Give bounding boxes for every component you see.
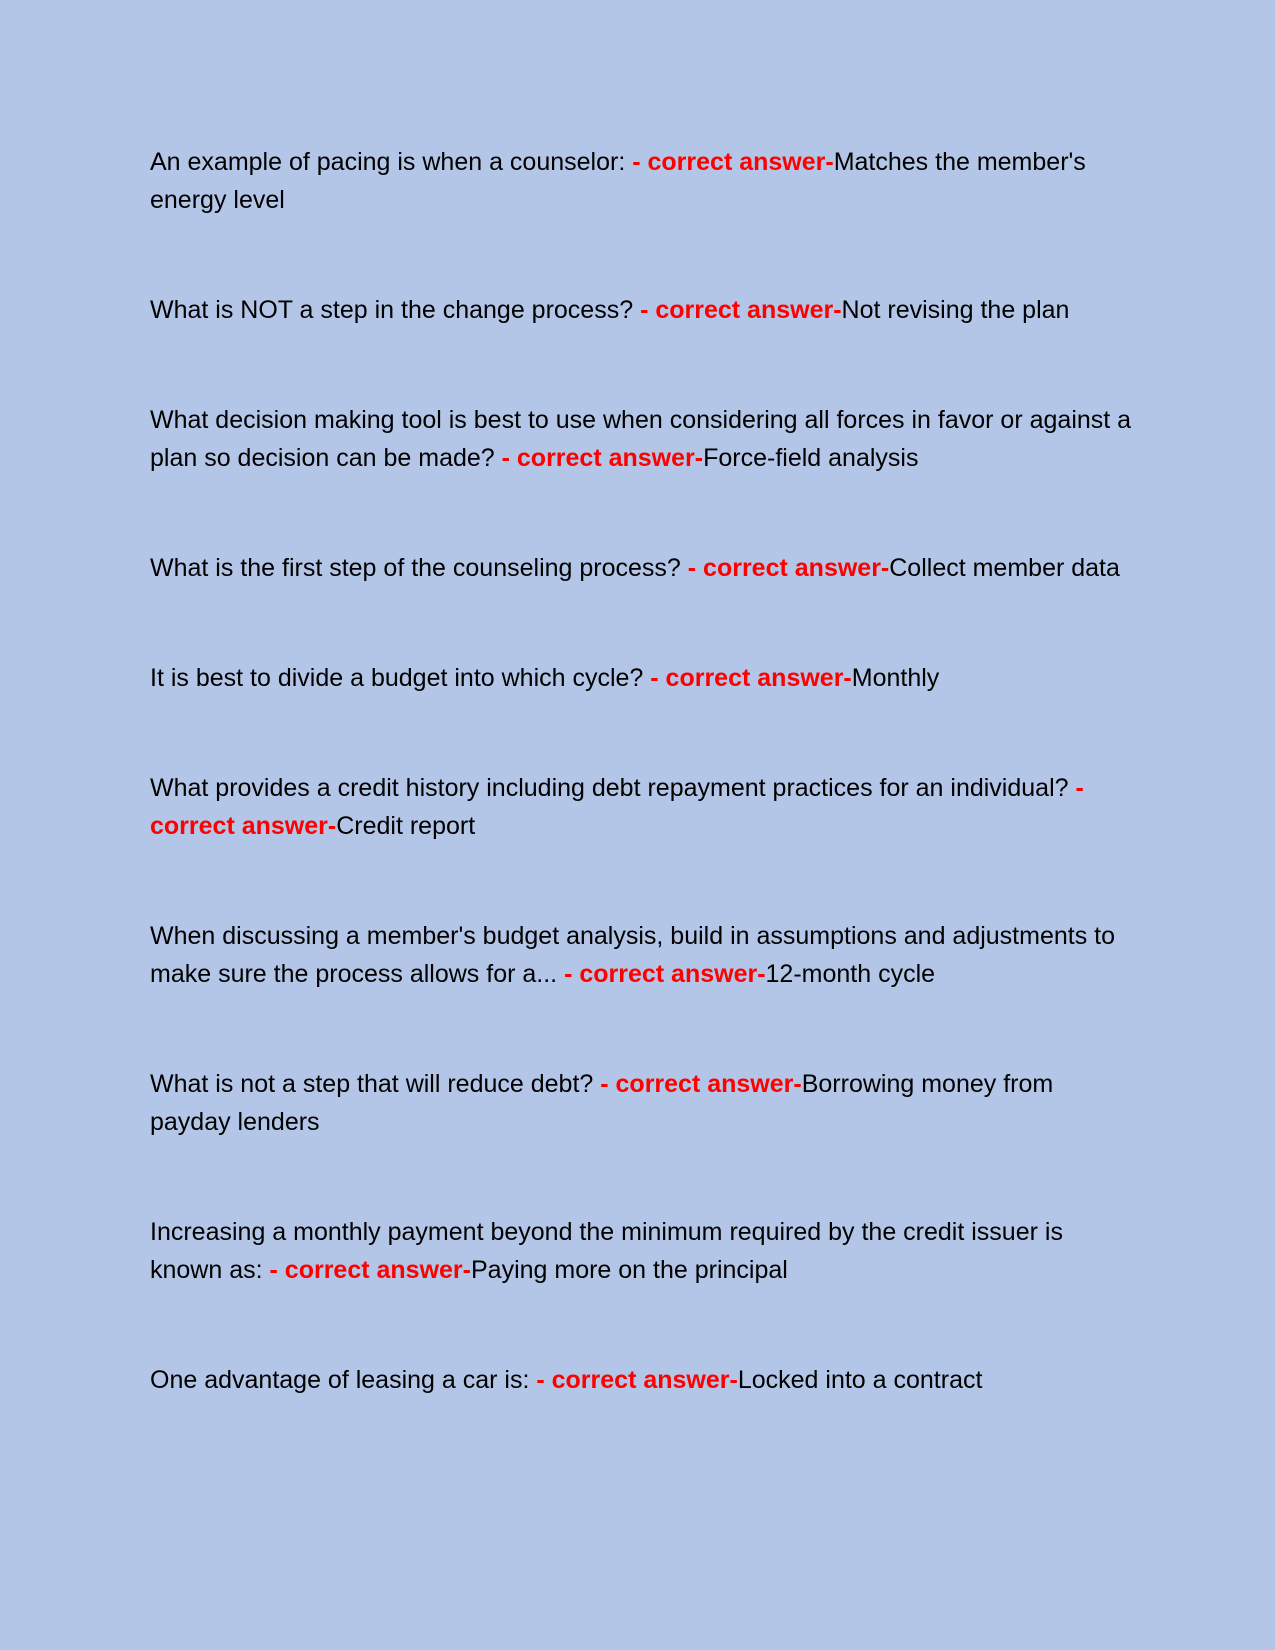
correct-answer-marker: - correct answer- [600, 1070, 802, 1098]
correct-answer-marker: - correct answer- [564, 960, 766, 988]
question-text: What provides a credit history including debt repayment practices for an individual? [150, 774, 1076, 802]
qa-item-2 [150, 291, 1140, 329]
document-page [150, 143, 1140, 1471]
answer-text: Matches the member's energy level [150, 148, 1086, 214]
qa-item-5 [150, 659, 1140, 697]
qa-item-9 [150, 1213, 1140, 1289]
question-text: What is not a step that will reduce debt? [150, 1070, 601, 1098]
correct-answer-marker: - correct answer- [632, 148, 834, 176]
question-text: What decision making tool is best to use when considering all forces in favor or against a plan so decision can be made? [150, 406, 1132, 472]
question-text: An example of pacing is when a counselor: [150, 148, 633, 176]
question-text: Increasing a monthly payment beyond the minimum required by the credit issuer is known as: [150, 1218, 1063, 1284]
answer-text: Force-field analysis [703, 444, 919, 472]
qa-item-1 [150, 143, 1140, 219]
correct-answer-marker: - correct answer- [687, 554, 890, 582]
answer-text: Borrowing money from payday lenders [150, 1070, 1054, 1136]
question-text: It is best to divide a budget into which cycle? [150, 664, 651, 692]
question-text: What is the first step of the counseling process? [150, 554, 688, 582]
correct-answer-marker: - correct answer- [536, 1366, 738, 1394]
correct-answer-marker: - correct answer- [640, 296, 842, 324]
qa-item-7 [150, 917, 1140, 993]
answer-text: Credit report [336, 812, 476, 840]
answer-text: Paying more on the principal [470, 1256, 788, 1284]
question-text: What is NOT a step in the change process? [150, 296, 641, 324]
qa-item-4 [150, 549, 1140, 587]
answer-text: 12-month cycle [765, 960, 936, 988]
correct-answer-marker: - correct answer- [150, 774, 1084, 840]
correct-answer-marker: - correct answer- [269, 1256, 471, 1284]
answer-text: Locked into a contract [737, 1366, 983, 1394]
question-text: When discussing a member's budget analysis, build in assumptions and adjustments to make sure the process allows for a... [150, 922, 1116, 988]
correct-answer-marker: - correct answer- [650, 664, 852, 692]
answer-text: Collect member data [889, 554, 1120, 582]
qa-item-3 [150, 401, 1140, 477]
qa-item-6 [150, 769, 1140, 845]
correct-answer-marker: - correct answer- [501, 444, 704, 472]
qa-item-10 [150, 1361, 1140, 1399]
answer-text: Monthly [851, 664, 940, 692]
qa-item-8 [150, 1065, 1140, 1141]
answer-text: Not revising the plan [841, 296, 1070, 324]
question-text: One advantage of leasing a car is: [150, 1366, 537, 1394]
